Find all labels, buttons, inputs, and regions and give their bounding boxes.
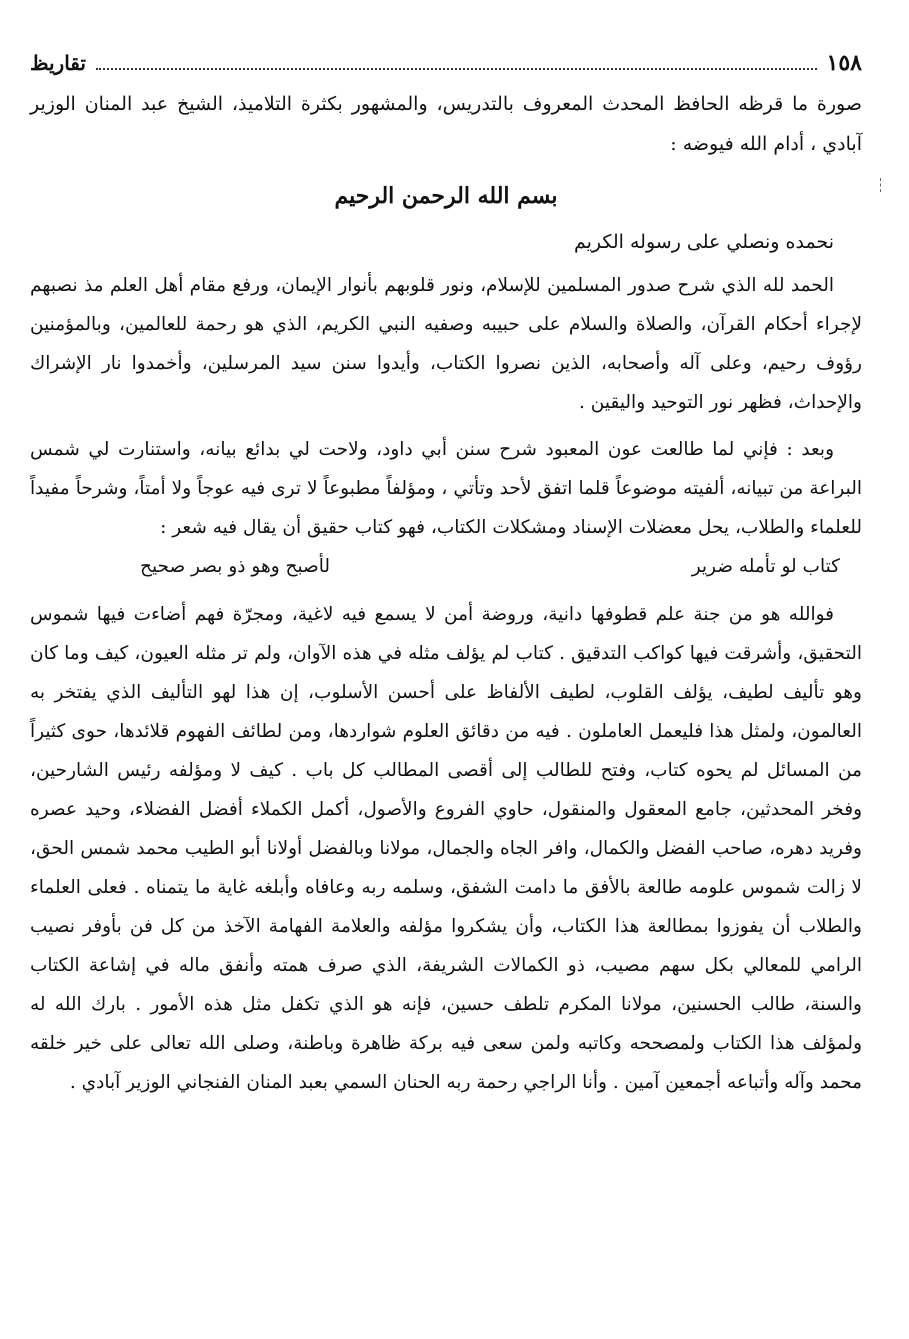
running-header (30, 50, 862, 80)
margin-mark (880, 178, 883, 192)
body-paragraph-1: الحمد لله الذي شرح صدور المسلمين للإسلام، ونور قلوبهم بأنوار الإيمان، ورفع مقام أهل العلم مذ نصبهم لإجراء أحكام القرآن، والصلاة والسلام على حبيبه وصفيه النبي الكريم، الذي هو رحمة للعالمين، وبالمؤمنين رؤوف رحيم، وعلى آله وأصحابه، الذين نصروا الكتاب، وأيدوا سنن سيد المرسلين، وأخمدوا نار الإشراك والإحداث، فظهر نور التوحيد واليقين . (30, 275, 862, 413)
intro-paragraph: صورة ما قرظه الحافظ المحدث المعروف بالتدريس، والمشهور بكثرة التلاميذ، الشيخ عبد المنان الوزير آبادي ، أدام الله فيوضه : (30, 93, 862, 155)
poem-hemistich-1: كتاب لو تأمله ضرير (691, 556, 840, 577)
praise-line: نحمده ونصلي على رسوله الكريم (573, 231, 834, 253)
document-page (30, 50, 862, 1102)
poem-hemistich-2: لأصبح وهو ذو بصر صحيح (140, 556, 331, 577)
basmala-heading: بسم الله الرحمن الرحيم (334, 183, 558, 209)
body-paragraph-3: فوالله هو من جنة علم قطوفها دانية، وروضة أمن لا يسمع فيه لاغية، ومجرّة فهم أضاءت فيها شموس التحقيق، وأشرقت فيها كواكب التدقيق . كتاب لم يؤلف مثله في هذه الآوان، ولم تر مثله العيون، كيف وما كان وهو تأليف لطيف، يؤلف القلوب، لطيف الألفاظ على أحسن الأسلوب، إن هذا لهو التأليف الذي يفتخر به العالمون، ولمثل هذا فليعمل العاملون . فيه من دقائق العلوم شواردها، ومن لطائف الفهوم قلائدها، حوى كثيراً من المسائل لم يحوه كتاب، وفتح للطالب إلى أقصى المطالب كل باب . كيف لا ومؤلفه رئيس الشارحين، وفخر المحدثين، جامع المعقول والمنقول، حاوي الفروع والأصول، أكمل الكملاء أفضل الفضلاء، وحيد عصره وفريد دهره، صاحب الفضل والكمال، وافر الجاه والجمال، مولانا وبالفضل أولانا أبو الطيب محمد شمس الحق، لا زالت شموس علومه طالعة بالأفق ما دامت الشفق، وسلمه ربه وعافاه وأبلغه غاية ما يتمناه . فعلى العلماء والطلاب أن يفوزوا بمطالعة هذا الكتاب، وأن يشكروا مؤلفه والعلامة الفهامة الآخذ من كل فن بأوفر نصيب الرامي للمعالي بكل سهم مصيب، ذو الكمالات الشريفة، الذي صرف همته وأنفق ماله في إشاعة الكتاب والسنة، طالب الحسنين، مولانا المكرم تلطف حسين، فإنه هو الذي تكفل مثل هذه الأمور . بارك الله له ولمؤلف هذا الكتاب ولمصححه وكاتبه ولمن سعى فيه بركة ظاهرة وباطنة، وصلى الله تعالى على خير خلقه محمد وآله وأتباعه أجمعين آمين . وأنا الراجي رحمة ربه الحنان السمي بعبد المنان الفنجاني الوزير آبادي . (30, 604, 862, 1093)
section-title: تقاريظ (30, 51, 86, 75)
page-number: ١٥٨ (826, 50, 862, 76)
body-paragraph-2: وبعد : فإني لما طالعت عون المعبود شرح سنن أبي داود، ولاحت لي بدائع بيانه، واستنارت لي شمس البراعة من تبيانه، ألفيته موضوعاً قلما اتفق لأحد وتأتي ، ومؤلفاً مطبوعاً لا ترى فيه عوجاً ولا أمتاً، وشرحاً مفيداً للعلماء والطلاب، يحل معضلات الإسناد ومشكلات الكتاب، فهو كتاب حقيق أن يقال فيه شعر : (30, 439, 862, 538)
poem-verse (30, 547, 862, 587)
header-leader-dots (96, 54, 817, 70)
